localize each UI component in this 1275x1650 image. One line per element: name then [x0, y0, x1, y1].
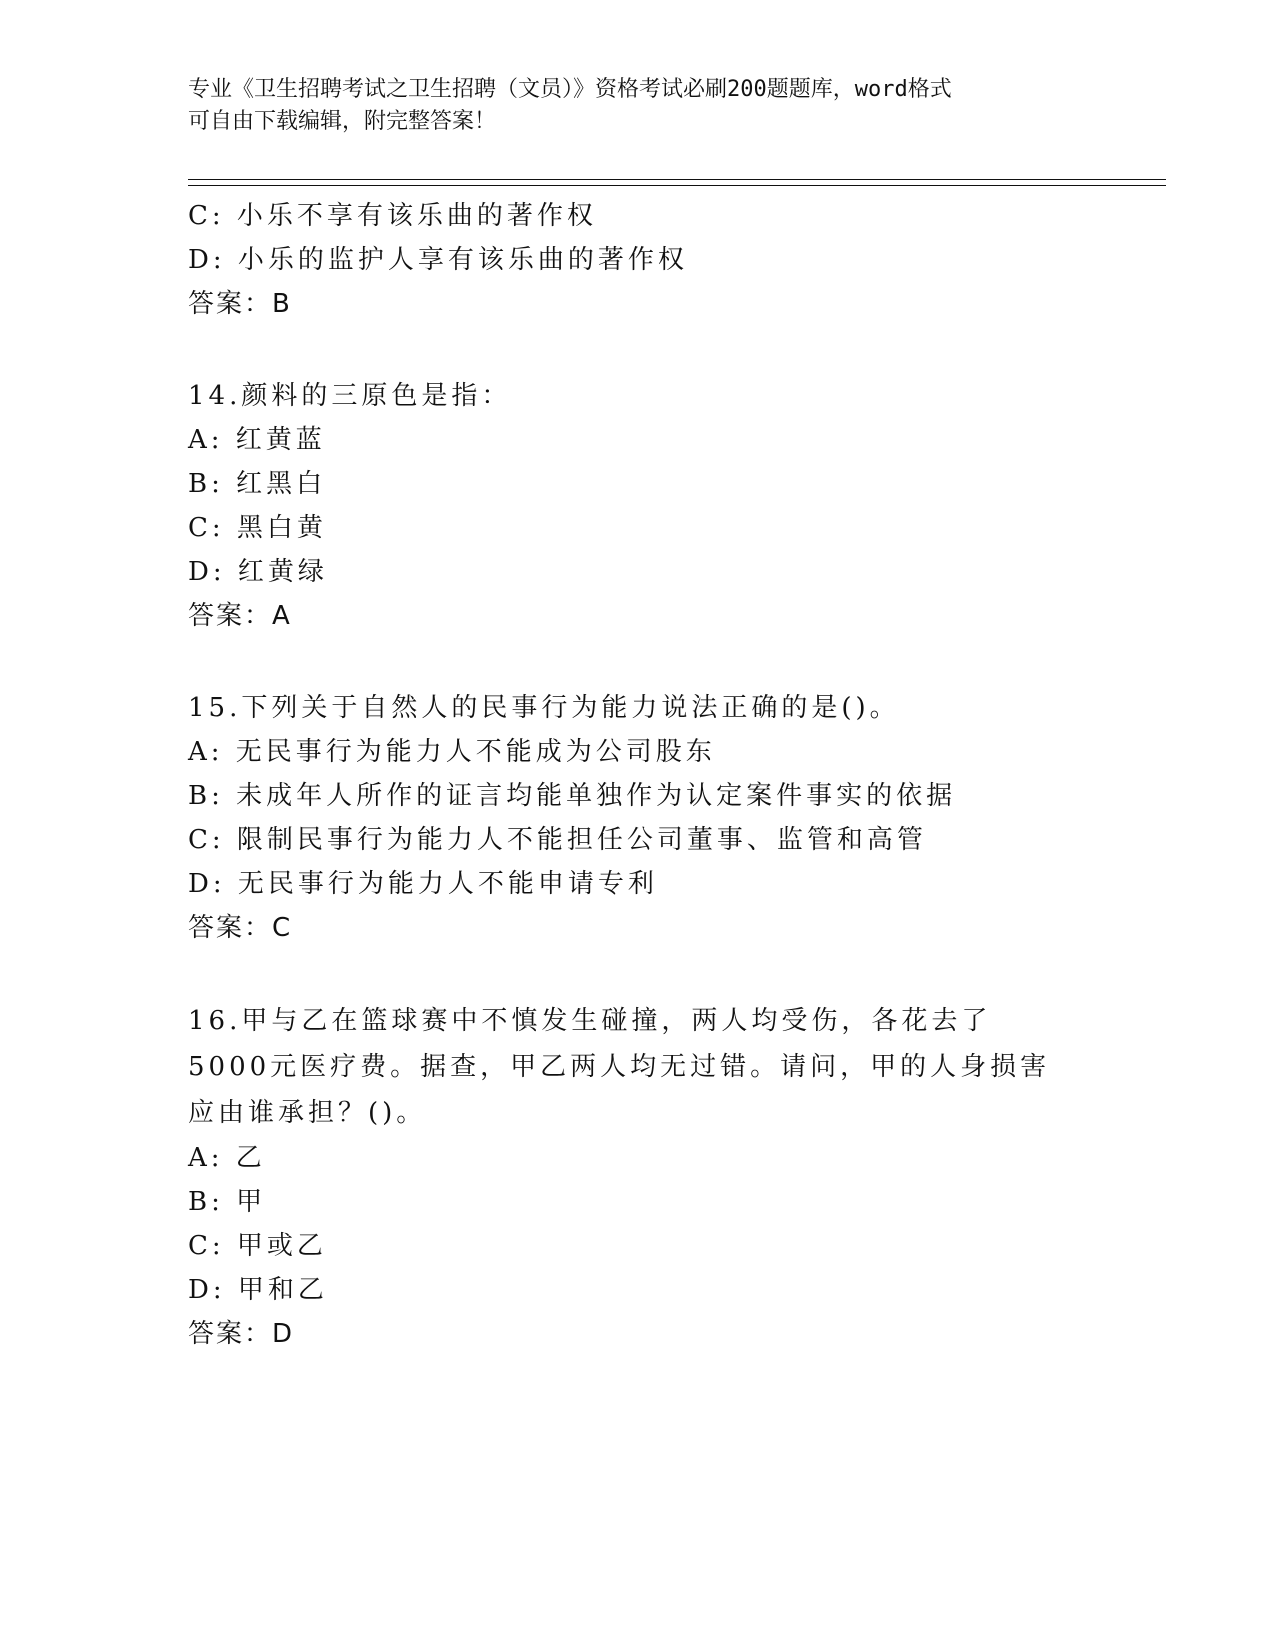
answer: 答案：A: [188, 601, 292, 631]
option-a: A: 乙: [188, 1143, 266, 1173]
question-15: [188, 686, 1148, 950]
header-line-1: 专业《卫生招聘考试之卫生招聘（文员）》资格考试必刷200题题库，word格式: [188, 77, 952, 102]
option-d: D: 红黄绿: [188, 557, 328, 587]
question-text: 15.下列关于自然人的民事行为能力说法正确的是()。: [188, 693, 900, 723]
question-text: 16.甲与乙在篮球赛中不慎发生碰撞，两人均受伤，各花去了5000元医疗费。据查，甲乙两人均无过错。请问，甲的人身损害应由谁承担？()。: [188, 1006, 1051, 1128]
option-a: A: 无民事行为能力人不能成为公司股东: [188, 737, 716, 767]
question-16: [188, 998, 1148, 1356]
answer: 答案：B: [188, 289, 292, 319]
option-c: C: 甲或乙: [188, 1231, 327, 1261]
answer: 答案：C: [188, 913, 293, 943]
header-divider-top: [188, 179, 1166, 180]
answer: 答案：D: [188, 1319, 295, 1349]
option-b: B: 未成年人所作的证言均能单独作为认定案件事实的依据: [188, 781, 957, 811]
question-list: [188, 194, 1148, 1356]
option-c: C: 小乐不享有该乐曲的著作权: [188, 201, 597, 231]
document-header: [188, 74, 1088, 138]
question-text: 14.颜料的三原色是指：: [188, 381, 512, 411]
option-a: A: 红黄蓝: [188, 425, 326, 455]
option-c: C: 限制民事行为能力人不能担任公司董事、监管和高管: [188, 825, 927, 855]
option-b: B: 甲: [188, 1187, 267, 1217]
option-d: D: 无民事行为能力人不能申请专利: [188, 869, 658, 899]
header-divider-bottom: [188, 185, 1166, 186]
question-14: [188, 374, 1148, 638]
option-d: D: 小乐的监护人享有该乐曲的著作权: [188, 245, 688, 275]
option-b: B: 红黑白: [188, 469, 327, 499]
option-c: C: 黑白黄: [188, 513, 327, 543]
question-13: [188, 194, 1148, 326]
option-d: D: 甲和乙: [188, 1275, 328, 1305]
header-line-2: 可自由下载编辑，附完整答案！: [188, 109, 497, 134]
